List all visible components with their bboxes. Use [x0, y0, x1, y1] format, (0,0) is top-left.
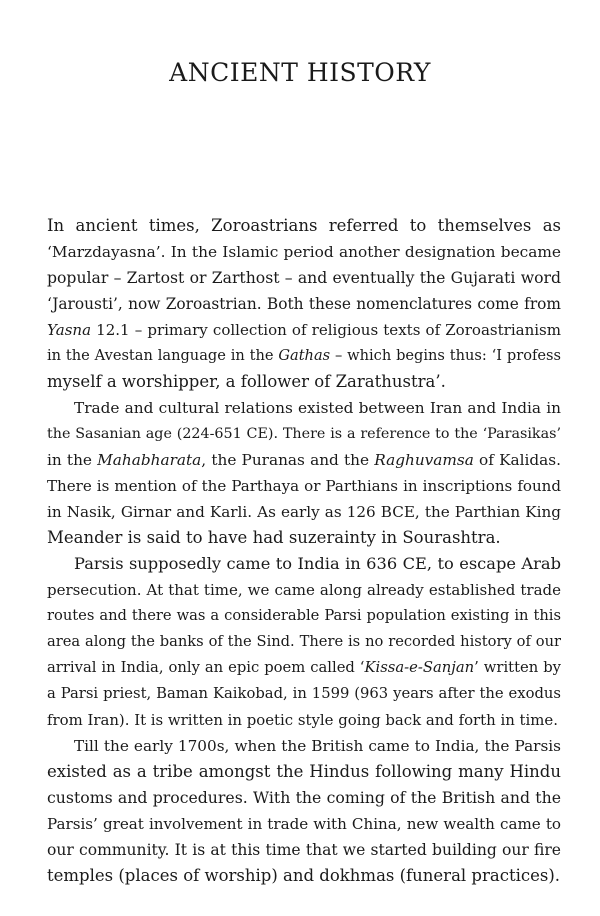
text-line: from Iran). It is written in poetic style going back and forth in time. — [47, 711, 558, 729]
text-line: ‘Jarousti’, now Zoroastrian. Both these nomenclatures come from — [47, 295, 561, 313]
text-line: in the Mahabharata, the Puranas and the Raghuvamsa of Kalidas. — [47, 451, 561, 469]
body-text — [47, 213, 561, 889]
text-line: Yasna 12.1 – primary collection of religious texts of Zoroastrianism — [47, 321, 561, 339]
text-line: Parsis supposedly came to India in 636 CE, to escape Arab — [74, 554, 561, 573]
text-line: Till the early 1700s, when the British came to India, the Parsis — [74, 737, 561, 755]
chapter-title: ANCIENT HISTORY — [169, 58, 431, 87]
paragraph — [47, 395, 561, 551]
text-line: existed as a tribe amongst the Hindus following many Hindu — [47, 762, 561, 781]
text-line: There is mention of the Parthaya or Parthians in inscriptions found — [47, 477, 561, 495]
text-line: ‘Marzdayasna’. In the Islamic period another designation became — [47, 243, 561, 261]
paragraph — [47, 733, 561, 889]
text-line: routes and there was a considerable Parsi population existing in this — [47, 607, 561, 624]
paragraph — [47, 213, 561, 395]
text-line: customs and procedures. With the coming of the British and the — [47, 788, 561, 807]
text-line: In ancient times, Zoroastrians referred to themselves as — [47, 216, 561, 235]
text-line: Trade and cultural relations existed between Iran and India in — [74, 399, 561, 417]
text-line: Parsis’ great involvement in trade with China, new wealth came to — [47, 815, 561, 833]
text-line: arrival in India, only an epic poem called ‘Kissa-e-Sanjan’ written by — [47, 659, 561, 676]
text-line: the Sasanian age (224-651 CE). There is a reference to the ‘Parasikas’ — [47, 426, 561, 442]
text-line: our community. It is at this time that we started building our fire — [47, 841, 561, 859]
text-line: Meander is said to have had suzerainty in Sourashtra. — [47, 528, 501, 547]
paragraph — [47, 551, 561, 733]
text-line: in the Avestan language in the Gathas – which begins thus: ‘I profess — [47, 347, 561, 364]
text-line: a Parsi priest, Baman Kaikobad, in 1599 (963 years after the exodus — [47, 685, 561, 702]
text-line: in Nasik, Girnar and Karli. As early as 126 BCE, the Parthian King — [47, 503, 561, 521]
text-line: myself a worshipper, a follower of Zarathustra’. — [47, 372, 446, 391]
text-line: persecution. At that time, we came along already established trade — [47, 581, 561, 599]
text-line: area along the banks of the Sind. There is no recorded history of our — [47, 633, 561, 650]
text-line: popular – Zartost or Zarthost – and eventually the Gujarati word — [47, 268, 561, 287]
text-line: temples (places of worship) and dokhmas (funeral practices). — [47, 866, 561, 885]
